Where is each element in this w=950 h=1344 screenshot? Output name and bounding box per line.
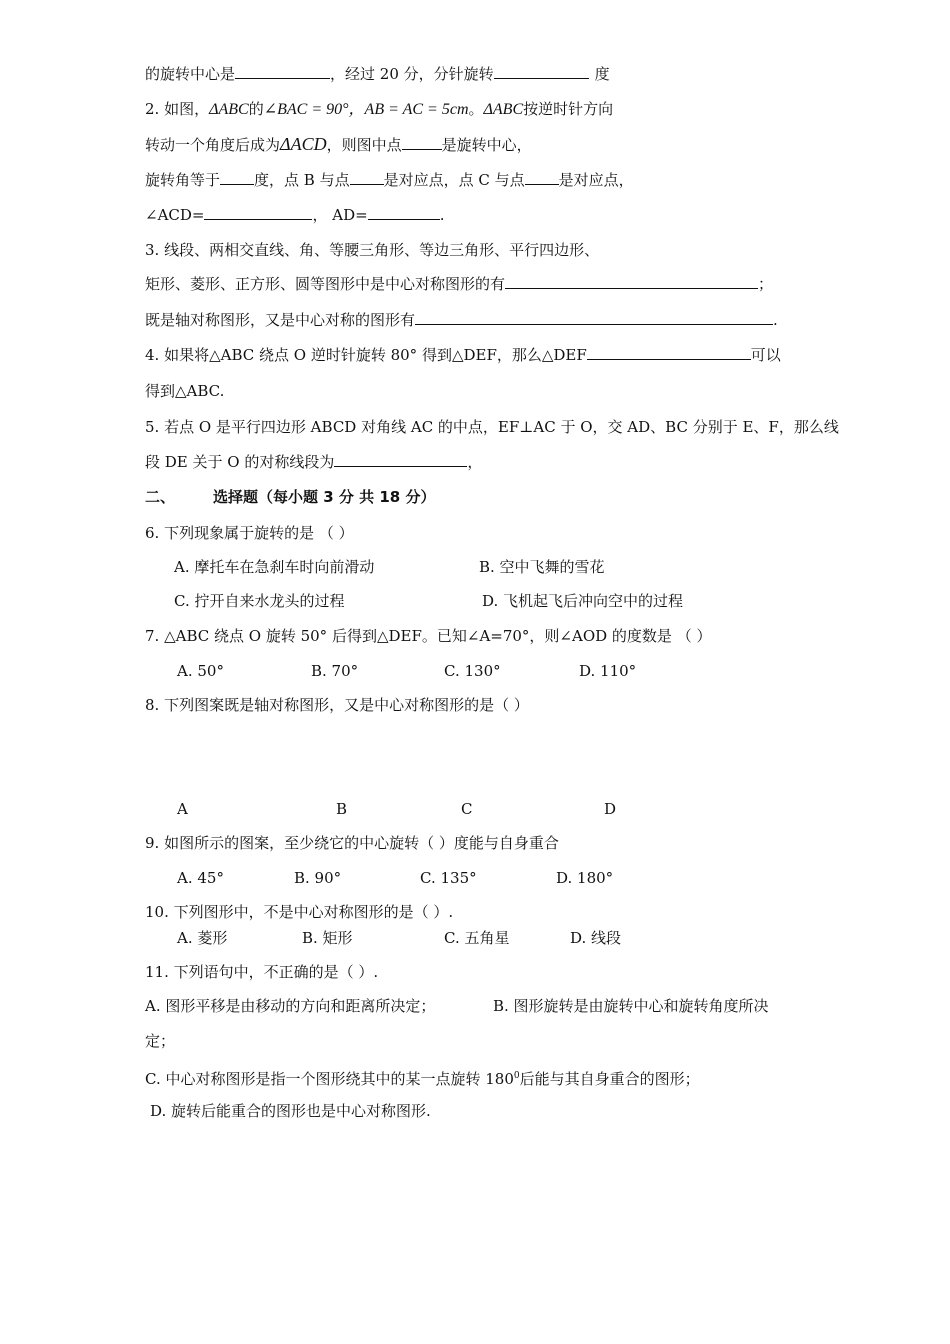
q2-text: ， AD= xyxy=(312,206,368,224)
section-title: 选择题（每小题 3 分 共 18 分） xyxy=(213,488,436,506)
q1-text-b: ，经过 20 分，分针旋转 xyxy=(330,65,494,83)
q11-option-c-text-end: 后能与其自身重合的图形； xyxy=(519,1070,700,1088)
q3-blank-1[interactable] xyxy=(505,274,758,289)
q9-option-b[interactable]: B. 90° xyxy=(294,869,342,887)
q8-stem: 8. 下列图案既是轴对称图形，又是中心对称图形的是（ ） xyxy=(145,696,529,714)
q6-option-c[interactable]: C. 拧开自来水龙头的过程 xyxy=(174,592,345,610)
q10-option-a[interactable]: A. 菱形 xyxy=(177,929,228,947)
q11-option-c-text: C. 中心对称图形是指一个图形绕其中的某一点旋转 180 xyxy=(145,1070,514,1088)
q8-option-c[interactable]: C xyxy=(461,800,473,818)
q11-option-d[interactable]: D. 旋转后能重合的图形也是中心对称图形. xyxy=(150,1102,431,1120)
q2-text: 是对应点，点 C 与点 xyxy=(383,171,525,189)
q2-text: ，则图中点 xyxy=(326,136,402,154)
q2-line-4 xyxy=(145,205,444,225)
q5-text: ， xyxy=(467,453,483,471)
q4-text: 4. 如果将△ABC 绕点 O 逆时针旋转 80° 得到△DEF，那么△DEF xyxy=(145,346,587,364)
q9-stem: 9. 如图所示的图案，至少绕它的中心旋转（ ）度能与自身重合 xyxy=(145,834,559,852)
q10-option-d[interactable]: D. 线段 xyxy=(570,929,622,947)
q9-option-c[interactable]: C. 135° xyxy=(420,869,477,887)
q9-option-d[interactable]: D. 180° xyxy=(556,869,614,887)
q2-text: ∠ACD= xyxy=(145,206,205,224)
q2-blank-b[interactable] xyxy=(350,170,384,185)
q5-blank[interactable] xyxy=(334,452,467,467)
q2-text: 是对应点， xyxy=(558,171,634,189)
q1-blank-2[interactable] xyxy=(494,64,589,79)
q7-stem: 7. △ABC 绕点 O 旋转 50° 后得到△DEF。已知∠A=70°，则∠AOD 的度数是 （ ） xyxy=(145,627,712,645)
q3-line-3 xyxy=(145,310,778,330)
q10-option-b[interactable]: B. 矩形 xyxy=(302,929,353,947)
q8-option-d[interactable]: D xyxy=(604,800,617,818)
q4-blank[interactable] xyxy=(587,345,751,360)
section-2-heading xyxy=(145,487,435,507)
q11-option-b-continued: 定； xyxy=(145,1032,176,1050)
q7-option-d[interactable]: D. 110° xyxy=(579,662,637,680)
q2-line-3 xyxy=(145,170,634,190)
q2-text: 。 xyxy=(468,100,484,118)
q1-line xyxy=(145,64,610,84)
q2-text: 旋转角等于 xyxy=(145,171,221,189)
q10-option-c[interactable]: C. 五角星 xyxy=(444,929,510,947)
q2-line-1 xyxy=(145,99,613,120)
q2-text: 度，点 B 与点 xyxy=(254,171,350,189)
q5-text: 段 DE 关于 O 的对称线段为 xyxy=(145,453,335,471)
q9-option-a[interactable]: A. 45° xyxy=(177,869,224,887)
q4-text: 可以 xyxy=(750,346,781,364)
q3-text: 既是轴对称图形，又是中心对称的图形有 xyxy=(145,311,416,329)
q2-text: 是旋转中心， xyxy=(441,136,532,154)
q1-text-c: 度 xyxy=(594,65,610,83)
q7-option-a[interactable]: A. 50° xyxy=(177,662,224,680)
q3-text: 矩形、菱形、正方形、圆等图形中是中心对称图形的有 xyxy=(145,275,506,293)
q8-option-a[interactable]: A xyxy=(177,800,188,818)
q3-text: ； xyxy=(758,275,774,293)
q6-stem: 6. 下列现象属于旋转的是 （ ） xyxy=(145,524,354,542)
q11-stem: 11. 下列语句中，不正确的是（ ）. xyxy=(145,963,379,981)
q2-math-abc-2: ΔABC xyxy=(483,101,524,118)
q2-math-condition: ∠BAC = 90°，AB = AC = 5cm xyxy=(263,101,469,118)
q11-option-c[interactable] xyxy=(145,1066,700,1089)
q2-blank-ad[interactable] xyxy=(368,205,440,220)
q4-line-1 xyxy=(145,345,781,365)
q2-text: 的 xyxy=(248,100,264,118)
q5-line-1: 5. 若点 O 是平行四边形 ABCD 对角线 AC 的中点，EF⊥AC 于 O，交 AD、BC 分别于 E、F，那么线 xyxy=(145,418,839,436)
q2-line-2 xyxy=(145,134,532,155)
q2-blank-acd[interactable] xyxy=(204,205,312,220)
q2-math-acd: ΔACD xyxy=(280,134,327,154)
q6-option-a[interactable]: A. 摩托车在急刹车时向前滑动 xyxy=(174,558,375,576)
q11-option-c-superscript: 0 xyxy=(513,1071,520,1081)
q10-stem: 10. 下列图形中，不是中心对称图形的是（ ）. xyxy=(145,903,454,921)
q2-text: 2. 如图， xyxy=(145,100,210,118)
q3-line-1: 3. 线段、两相交直线、角、等腰三角形、等边三角形、平行四边形、 xyxy=(145,241,600,259)
q2-text: 转动一个角度后成为 xyxy=(145,136,281,154)
q2-blank-angle[interactable] xyxy=(220,170,254,185)
q4-line-2: 得到△ABC. xyxy=(145,382,225,400)
q5-line-2 xyxy=(145,452,482,472)
q2-math-abc: ΔABC xyxy=(209,101,249,118)
q1-text-a: 的旋转中心是 xyxy=(145,65,236,83)
q2-text: 按逆时针方向 xyxy=(523,100,614,118)
section-number: 二、 xyxy=(145,488,176,506)
q6-option-b[interactable]: B. 空中飞舞的雪花 xyxy=(479,558,605,576)
q3-blank-2[interactable] xyxy=(415,310,773,325)
q8-option-b[interactable]: B xyxy=(336,800,348,818)
q7-option-b[interactable]: B. 70° xyxy=(311,662,359,680)
q2-blank-c[interactable] xyxy=(525,170,559,185)
q1-blank-1[interactable] xyxy=(235,64,330,79)
q6-option-d[interactable]: D. 飞机起飞后冲向空中的过程 xyxy=(482,592,684,610)
q3-line-2 xyxy=(145,274,773,294)
q11-option-a[interactable]: A. 图形平移是由移动的方向和距离所决定； xyxy=(145,997,436,1015)
q2-blank-center[interactable] xyxy=(402,135,442,150)
q11-option-b[interactable]: B. 图形旋转是由旋转中心和旋转角度所决 xyxy=(493,997,769,1015)
q2-text: . xyxy=(439,206,445,224)
q7-option-c[interactable]: C. 130° xyxy=(444,662,501,680)
q3-text: . xyxy=(773,311,778,329)
